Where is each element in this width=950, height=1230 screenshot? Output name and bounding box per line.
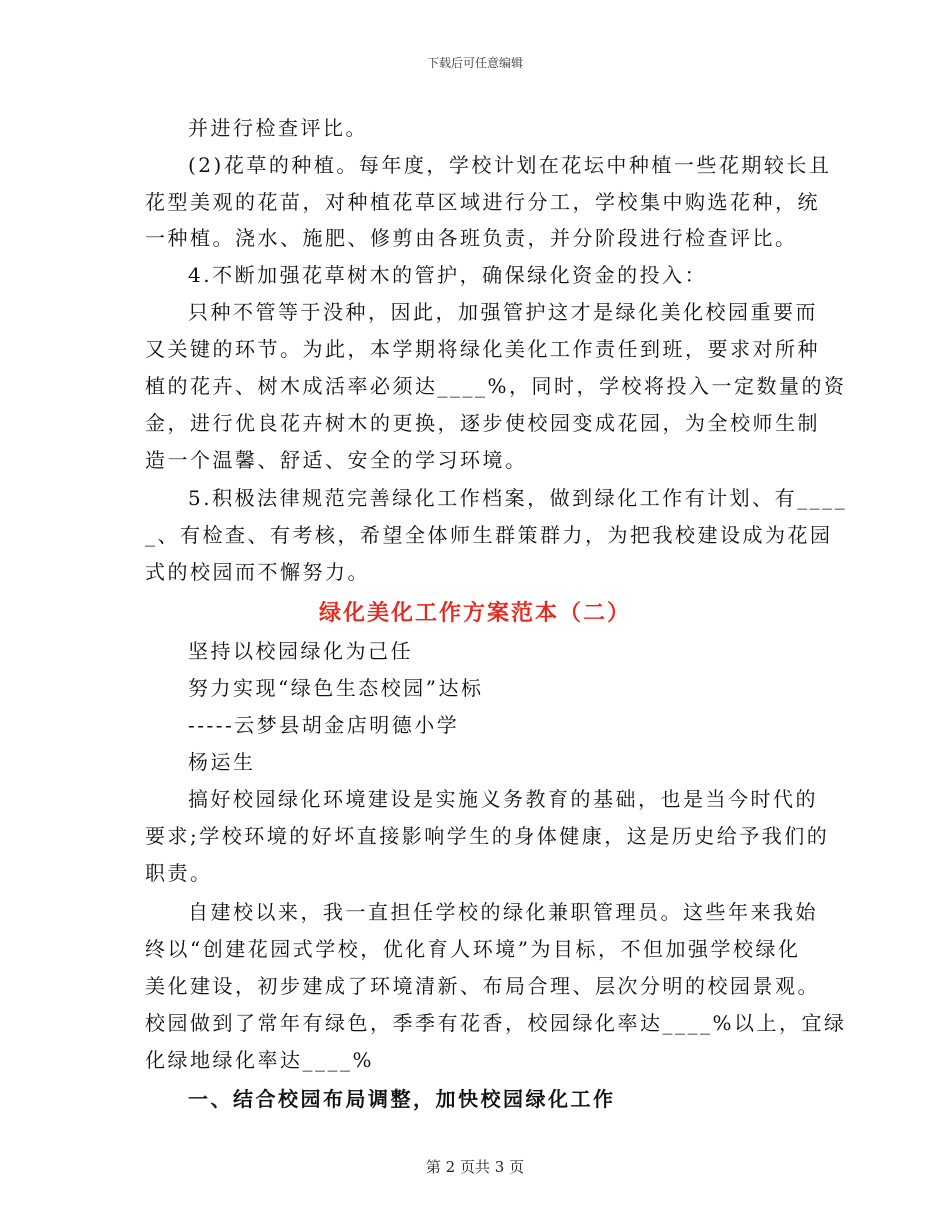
text-line: 美化建设，初步建成了环境清新、布局合理、层次分明的校园景观。 (145, 974, 820, 998)
text-line: 式的校园而不懈努力。 (145, 560, 370, 584)
text-line: 植的花卉、树木成活率必须达____%，同时，学校将投入一定数量的资 (145, 374, 847, 398)
text-line: 杨运生 (188, 750, 256, 774)
text-line: 坚持以校园绿化为己任 (188, 639, 413, 663)
text-line: _、有检查、有考核，希望全体师生群策群力，为把我校建设成为花园 (145, 523, 833, 547)
text-line: 又关键的环节。为此，本学期将绿化美化工作责任到班，要求对所种 (145, 337, 820, 361)
text-line: 金，进行优良花卉树木的更换，逐步使校园变成花园，为全校师生制 (145, 411, 820, 435)
text-line: 造一个温馨、舒适、安全的学习环境。 (145, 448, 528, 472)
text-line: 只种不管等于没种，因此，加强管护这才是绿化美化校园重要而 (188, 300, 818, 324)
page-header: 下载后可任意编辑 (426, 56, 523, 70)
text-line: 要求;学校环境的好坏直接影响学生的身体健康，这是历史给予我们的 (145, 824, 830, 848)
text-line: 花型美观的花苗，对种植花草区域进行分工，学校集中购选花种，统 (145, 190, 820, 214)
text-line: 努力实现“绿色生态校园”达标 (188, 676, 484, 700)
text-line: 一种植。浇水、施肥、修剪由各班负责，并分阶段进行检查评比。 (145, 226, 798, 250)
text-line: (2)花草的种植。每年度，学校计划在花坛中种植一些花期较长且 (188, 153, 832, 177)
text-line: 校园做到了常年有绿色，季季有花香，校园绿化率达____%以上，宜绿 (145, 1011, 847, 1035)
section-heading: 一、结合校园布局调整，加快校园绿化工作 (188, 1087, 616, 1111)
text-line: 自建校以来，我一直担任学校的绿化兼职管理员。这些年来我始 (188, 900, 818, 924)
text-line: 搞好校园绿化环境建设是实施义务教育的基础，也是当今时代的 (188, 787, 818, 811)
page-footer: 第 2 页共 3 页 (425, 1158, 525, 1176)
text-line: 职责。 (145, 861, 213, 885)
text-line: 并进行检查评比。 (188, 116, 368, 140)
section-title: 绿化美化工作方案范本（二） (318, 600, 631, 626)
text-line: 终以“创建花园式学校，优化育人环境”为目标，不但加强学校绿化 (145, 937, 801, 961)
text-line: -----云梦县胡金店明德小学 (188, 713, 460, 737)
text-line: 5.积极法律规范完善绿化工作档案，做到绿化工作有计划、有____ (188, 486, 848, 510)
text-line: 化绿地绿化率达____% (145, 1048, 375, 1072)
text-line: 4.不断加强花草树木的管护，确保绿化资金的投入： (188, 263, 708, 287)
